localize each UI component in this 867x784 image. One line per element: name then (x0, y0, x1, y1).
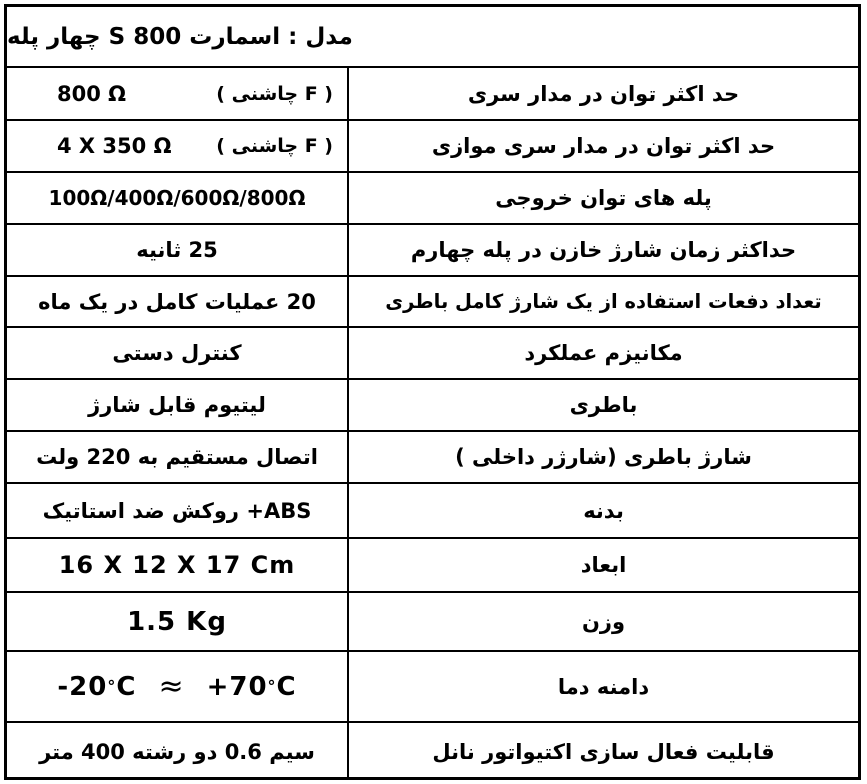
value-cell (7, 121, 349, 171)
charge-time-value: 25 ثانیه (136, 238, 218, 262)
table-row-output-steps (7, 173, 858, 225)
value-cell (7, 723, 349, 780)
value-cell (7, 593, 349, 650)
value-cell (7, 380, 349, 430)
spec-table (4, 4, 861, 780)
parallel-power-value: 4 X 350 Ω (57, 134, 172, 158)
uses-per-charge-label: تعداد دفعات استفاده از یک شارژ کامل باطری (385, 290, 822, 313)
value-cell (7, 432, 349, 482)
table-row-weight (7, 593, 858, 652)
temperature-max: +70 (206, 671, 268, 702)
value-cell (7, 484, 349, 537)
activation-value: سیم 0.6 دو رشته 400 متر (39, 739, 315, 764)
parallel-power-label: حد اکثر توان در مدار سری موازی (431, 134, 776, 158)
mechanism-value: کنترل دستی (112, 341, 242, 365)
parallel-power-note: ( چاشنی F ) (216, 135, 333, 157)
output-steps-label: پله های توان خروجی (495, 186, 712, 210)
mechanism-label: مکانیزم عملکرد (524, 341, 683, 365)
table-row-charger (7, 432, 858, 484)
label-cell (349, 225, 858, 275)
table-row-uses-per-charge (7, 277, 858, 328)
temperature-unit: C (276, 671, 297, 702)
body-value: ABS+ روکش ضد استاتیک (42, 498, 312, 523)
weight-value: 1.5 Kg (127, 606, 227, 637)
value-cell (7, 328, 349, 378)
weight-label: وزن (581, 609, 626, 634)
temperature-unit: C (116, 671, 137, 702)
label-cell (349, 380, 858, 430)
table-row-dimensions (7, 539, 858, 593)
table-row-series-power (7, 68, 858, 121)
value-cell (7, 173, 349, 223)
label-cell (349, 539, 858, 591)
battery-label: باطری (569, 393, 638, 417)
degree-symbol: ° (107, 677, 117, 696)
battery-value: لیتیوم قابل شارژ (88, 393, 266, 417)
charge-time-label: حداکثر زمان شارژ خازن در پله چهارم (410, 238, 797, 262)
table-row-charge-time (7, 225, 858, 277)
degree-symbol: ° (267, 677, 277, 696)
table-row-mechanism (7, 328, 858, 380)
table-row-temperature (7, 652, 858, 723)
label-cell (349, 432, 858, 482)
charger-label: شارژ باطری (شارژر داخلی ) (455, 445, 752, 469)
label-cell (349, 68, 858, 119)
model-title: مدل : اسمارت S 800 چهار پله (7, 7, 858, 68)
table-row-body (7, 484, 858, 539)
uses-per-charge-value: 20 عملیات کامل در یک ماه (38, 289, 316, 314)
value-cell (7, 277, 349, 326)
label-cell (349, 328, 858, 378)
label-cell (349, 484, 858, 537)
label-cell (349, 277, 858, 326)
value-cell (7, 652, 349, 721)
approx-symbol: ≈ (158, 669, 185, 704)
label-cell (349, 652, 858, 721)
series-power-note: ( چاشنی F ) (216, 82, 333, 105)
label-cell (349, 723, 858, 780)
series-power-label: حد اکثر توان در مدار سری (467, 81, 740, 106)
temperature-min: -20 (57, 671, 108, 702)
table-row-activation (7, 723, 858, 780)
label-cell (349, 593, 858, 650)
body-label: بدنه (583, 498, 624, 523)
table-row-parallel-power (7, 121, 858, 173)
charger-value: اتصال مستقیم به 220 ولت (36, 445, 318, 469)
table-row-battery (7, 380, 858, 432)
series-power-value: 800 Ω (57, 81, 126, 106)
value-cell (7, 225, 349, 275)
dimensions-label: ابعاد (580, 553, 627, 577)
label-cell (349, 173, 858, 223)
value-cell (7, 539, 349, 591)
temperature-label: دامنه دما (557, 674, 650, 699)
output-steps-value: 100Ω/400Ω/600Ω/800Ω (48, 186, 306, 210)
activation-label: قابلیت فعال سازی اکتیواتور نانل (432, 739, 775, 764)
label-cell (349, 121, 858, 171)
value-cell (7, 68, 349, 119)
dimensions-value: 16 X 12 X 17 Cm (58, 551, 296, 579)
